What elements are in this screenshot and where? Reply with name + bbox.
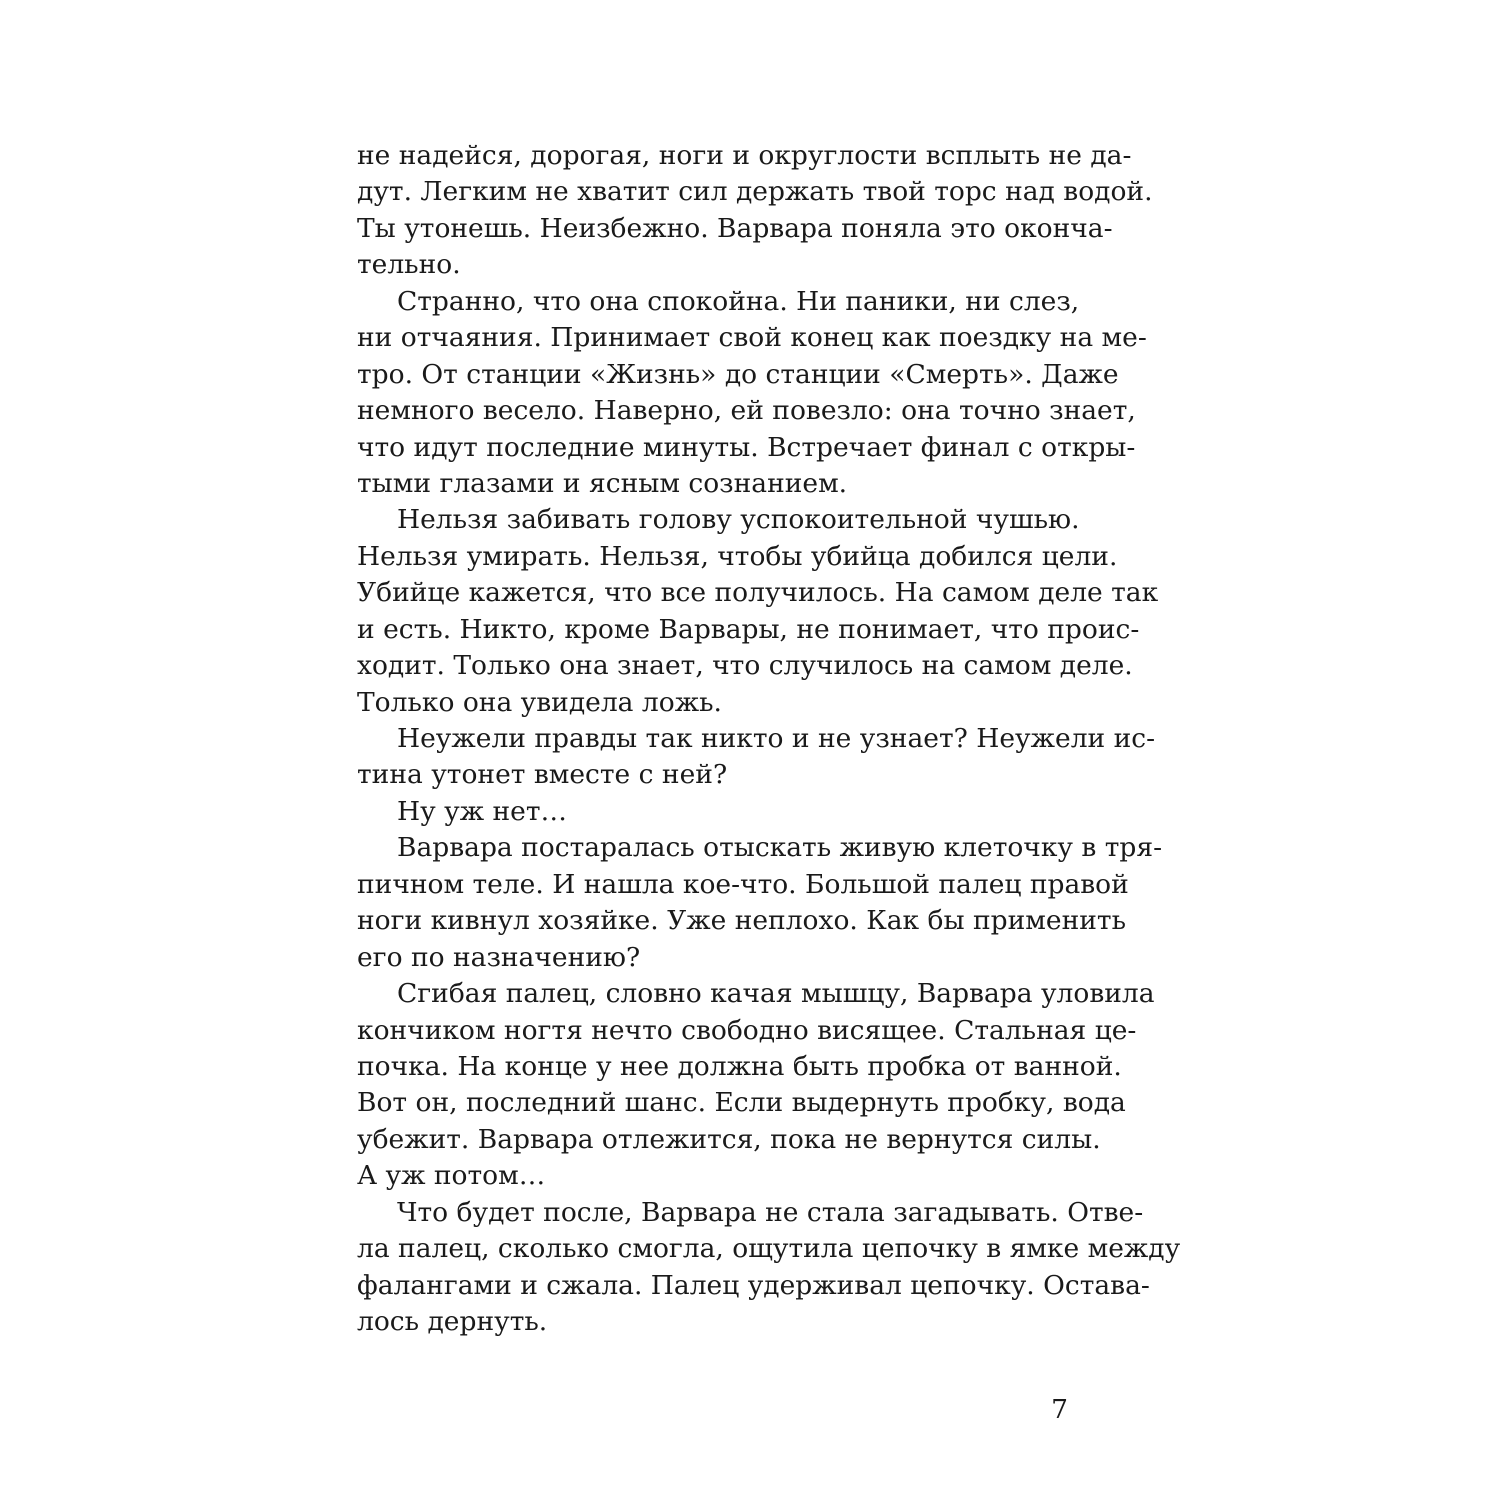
text-line: Убийце кажется, что все получилось. На самом деле так [357, 577, 1159, 609]
text-line: лось дернуть. [357, 1306, 548, 1337]
body-text [357, 138, 1181, 1340]
text-line: не надейся, дорогая, ноги и округлости всплыть не да- [357, 140, 1132, 171]
text-line: ходит. Только она знает, что случилось на самом деле. [357, 650, 1133, 682]
page-number: 7 [1051, 1394, 1068, 1425]
text-line: А уж потом… [357, 1160, 546, 1192]
text-line: ноги кивнул хозяйке. Уже неплохо. Как бы применить [357, 905, 1127, 937]
text-line: почка. На конце у нее должна быть пробка от ванной. [357, 1050, 1122, 1082]
text-line: Странно, что она спокойна. Ни паники, ни слез, [397, 285, 1080, 317]
text-line: кончиком ногтя нечто свободно висящее. Стальная це- [357, 1014, 1137, 1046]
text-line: Нельзя забивать голову успокоительной чушью. [397, 504, 1080, 536]
text-line: тина утонет вместе с ней? [357, 759, 728, 791]
text-line: ни отчаяния. Принимает свой конец как поездку на ме- [357, 322, 1147, 354]
text-line: дут. Легким не хватит сил держать твой торс над водой. [357, 176, 1153, 208]
text-line: Сгибая палец, словно качая мышцу, Варвара уловила [397, 978, 1155, 1010]
text-line: что идут последние минуты. Встречает финал с откры- [357, 431, 1136, 463]
text-line: немного весело. Наверно, ей повезло: она точно знает, [357, 395, 1136, 427]
text-line: ла палец, сколько смогла, ощутила цепочку в ямке между [357, 1233, 1181, 1265]
text-line: Ну уж нет… [397, 795, 568, 827]
text-line: Вот он, последний шанс. Если выдернуть пробку, вода [357, 1087, 1126, 1119]
text-line: и есть. Никто, кроме Варвары, не понимает, что проис- [357, 613, 1140, 645]
text-line: Неужели правды так никто и не узнает? Неужели ис- [397, 723, 1156, 754]
text-line: его по назначению? [357, 941, 641, 973]
text-line: тыми глазами и ясным сознанием. [357, 467, 848, 499]
text-line: Только она увидела ложь. [357, 686, 722, 718]
text-line: Варвара постаралась отыскать живую клеточку в тря- [397, 832, 1163, 864]
text-line: Нельзя умирать. Нельзя, чтобы убийца добился цели. [357, 540, 1118, 572]
text-line: убежит. Варвара отлежится, пока не вернутся силы. [357, 1123, 1101, 1155]
text-line: фалангами и сжала. Палец удерживал цепочку. Остава- [357, 1269, 1150, 1301]
text-line: Что будет после, Варвара не стала загадывать. Отве- [397, 1196, 1144, 1228]
text-line: тро. От станции «Жизнь» до станции «Смерть». Даже [357, 358, 1119, 390]
text-line: пичном теле. И нашла кое-что. Большой палец правой [357, 868, 1129, 900]
text-line: Ты утонешь. Неизбежно. Варвара поняла это оконча- [357, 212, 1113, 244]
text-line: тельно. [357, 249, 461, 281]
